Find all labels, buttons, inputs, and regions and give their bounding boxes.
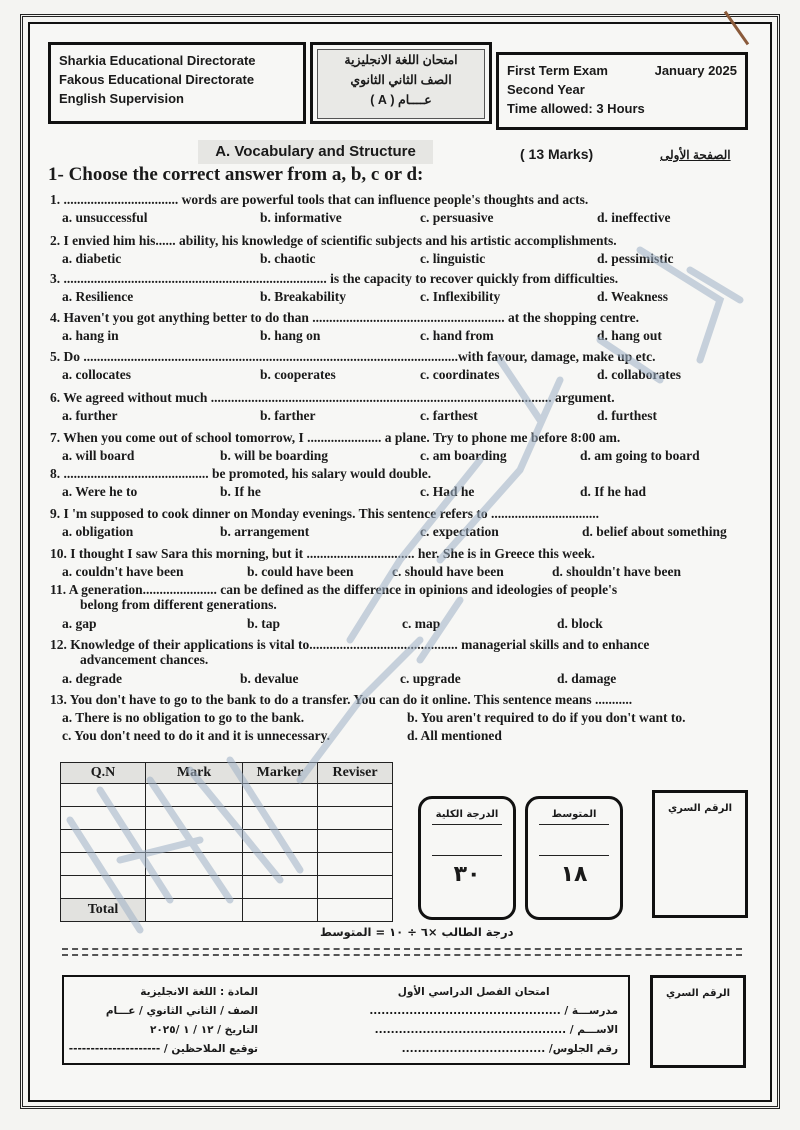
answer-option[interactable]: b. You aren't required to do if you don't want to. — [407, 710, 686, 725]
score-cell[interactable] — [243, 899, 318, 922]
question-stem: 2. I envied him his...... ability, his knowledge of scientific subjects and his artistic accomplishments. — [50, 233, 617, 248]
score-cell[interactable] — [61, 830, 146, 853]
answer-option[interactable]: a. obligation — [62, 524, 134, 539]
question-continuation: belong from different generations. — [80, 597, 277, 612]
question-stem: 9. I 'm supposed to cook dinner on Monday evenings. This sentence refers to ................................ — [50, 506, 600, 521]
score-cell[interactable] — [61, 876, 146, 899]
question-stem: 1. .................................. words are powerful tools that can influence people's thoughts and acts. — [50, 192, 589, 207]
name-field[interactable]: الاســـم / ................................................ — [374, 1024, 618, 1036]
slip-date: التاريخ / ١٢ / ١ /٢٠٢٥ — [149, 1024, 258, 1036]
question-stem: 11. A generation...................... can be defined as the difference in opinions and ideologies of people's — [50, 582, 618, 597]
answer-option[interactable]: a. diabetic — [62, 251, 122, 266]
answer-option[interactable]: b. tap — [247, 616, 281, 631]
page-label: الصفحة الأولى — [660, 148, 731, 162]
table-header: Q.N — [61, 763, 146, 784]
answer-option[interactable]: d. If he had — [580, 484, 647, 499]
answer-option[interactable]: c. map — [402, 616, 441, 631]
table-row — [61, 807, 393, 830]
score-cell[interactable] — [318, 807, 393, 830]
table-row — [61, 853, 393, 876]
exam-date: January 2025 — [654, 63, 737, 78]
arabic-title-line: عــــام ( A ) — [370, 93, 432, 107]
arabic-title-line: امتحان اللغة الانجليزية — [344, 53, 458, 67]
slip-secret-number-label: الرقم السري — [665, 988, 731, 999]
score-cell[interactable] — [146, 876, 243, 899]
answer-option[interactable]: a. further — [62, 408, 118, 423]
answer-option[interactable]: c. persuasive — [420, 210, 494, 225]
answer-option[interactable]: d. shouldn't have been — [552, 564, 682, 579]
answer-option[interactable]: d. pessimistic — [597, 251, 674, 266]
answer-option[interactable]: b. If he — [220, 484, 261, 499]
answer-option[interactable]: c. hand from — [420, 328, 494, 343]
answer-option[interactable]: d. hang out — [597, 328, 662, 343]
question-stem: 13. You don't have to go to the bank to do a transfer. You can do it online. This sentence means ........... — [50, 692, 633, 707]
answer-option[interactable]: c. coordinates — [420, 367, 500, 382]
seat-number-field[interactable]: رقم الجلوس/ .................................... — [401, 1043, 618, 1055]
score-cell[interactable] — [61, 784, 146, 807]
question-stem: 8. ........................................... be promoted, his salary would double. — [50, 466, 432, 481]
directorate-line: Fakous Educational Directorate — [59, 72, 255, 87]
arabic-title-line: الصف الثاني الثانوي — [350, 73, 452, 87]
slip-exam-title: امتحان الفصل الدراسي الأول — [397, 986, 550, 998]
question-stem: 4. Haven't you got anything better to do than ......................................................... at the shopping centre. — [50, 310, 640, 325]
answer-option[interactable]: b. chaotic — [260, 251, 316, 266]
answer-option[interactable]: b. cooperates — [260, 367, 336, 382]
average-score-value: ١٨ — [560, 862, 588, 887]
table-total-row — [61, 899, 393, 922]
answer-option[interactable]: d. ineffective — [597, 210, 671, 225]
secret-number-box[interactable] — [652, 790, 748, 918]
score-table — [60, 762, 393, 922]
question-stem: 12. Knowledge of their applications is vital to............................................ managerial skills and to enhance — [50, 637, 650, 652]
answer-option[interactable]: b. will be boarding — [220, 448, 329, 463]
answer-option[interactable]: d. Weakness — [597, 289, 669, 304]
exam-time: Time allowed: 3 Hours — [507, 101, 645, 116]
answer-option[interactable]: c. linguistic — [420, 251, 486, 266]
answer-option[interactable]: a. will board — [62, 448, 135, 463]
average-formula: درجة الطالب ×٦ ÷ ١٠ = المتوسط — [320, 925, 514, 939]
score-cell[interactable] — [318, 853, 393, 876]
answer-option[interactable]: b. farther — [260, 408, 316, 423]
secret-number-label: الرقم السري — [667, 803, 733, 814]
answer-option[interactable]: d. damage — [557, 671, 617, 686]
average-score-box — [525, 796, 623, 920]
score-cell[interactable] — [146, 899, 243, 922]
school-field[interactable]: مدرســـة / ................................................ — [369, 1005, 618, 1017]
score-cell[interactable] — [243, 876, 318, 899]
answer-option[interactable]: a. Resilience — [62, 289, 134, 304]
section-marks: ( 13 Marks) — [520, 146, 594, 162]
score-cell[interactable] — [243, 830, 318, 853]
answer-option[interactable]: d. block — [557, 616, 603, 631]
answer-option[interactable]: d. All mentioned — [407, 728, 502, 743]
question-continuation: advancement chances. — [80, 652, 209, 667]
answer-option[interactable]: a. collocates — [62, 367, 131, 382]
score-cell[interactable] — [146, 784, 243, 807]
answer-option[interactable]: a. unsuccessful — [62, 210, 148, 225]
answer-option[interactable]: d. belief about something — [582, 524, 727, 539]
answer-option[interactable]: b. informative — [260, 210, 342, 225]
table-row — [61, 784, 393, 807]
score-cell[interactable] — [146, 807, 243, 830]
table-row — [61, 876, 393, 899]
answer-option[interactable]: a. There is no obligation to go to the bank. — [62, 710, 305, 725]
score-cell[interactable] — [318, 830, 393, 853]
table-header: Mark — [146, 763, 243, 784]
question-stem: 7. When you come out of school tomorrow, I ...................... a plane. Try to phone me before 8:00 am. — [50, 430, 621, 445]
cut-line-divider — [62, 948, 742, 956]
answer-option[interactable]: c. upgrade — [400, 671, 461, 686]
invigilator-signature-field[interactable]: توقيع الملاحظين / --------------------- — [68, 1043, 258, 1055]
score-cell[interactable] — [318, 876, 393, 899]
answer-option[interactable]: c. am boarding — [420, 448, 507, 463]
answer-option[interactable]: c. Had he — [420, 484, 475, 499]
section-title: A. Vocabulary and Structure — [198, 140, 433, 164]
answer-option[interactable]: a. Were he to — [62, 484, 138, 499]
average-score-label: المتوسط — [551, 809, 597, 820]
score-cell[interactable] — [243, 784, 318, 807]
slip-grade: الصف / الثاني الثانوي / عـــام — [105, 1005, 258, 1017]
score-cell[interactable] — [243, 853, 318, 876]
score-cell[interactable] — [243, 807, 318, 830]
score-cell[interactable] — [318, 899, 393, 922]
answer-option[interactable]: a. couldn't have been — [62, 564, 184, 579]
score-cell[interactable] — [61, 853, 146, 876]
answer-option[interactable]: d. collaborates — [597, 367, 681, 382]
answer-option[interactable]: c. expectation — [420, 524, 499, 539]
answer-option[interactable]: b. arrangement — [220, 524, 310, 539]
directorate-box — [48, 42, 306, 124]
table-header: Marker — [243, 763, 318, 784]
exam-info-box — [496, 52, 748, 130]
student-info-slip — [62, 975, 630, 1065]
exam-name: First Term Exam — [507, 63, 608, 78]
answer-option[interactable]: a. gap — [62, 616, 97, 631]
answer-option[interactable]: c. You don't need to do it and it is unnecessary. — [62, 728, 331, 743]
answer-option[interactable]: c. should have been — [392, 564, 504, 579]
exam-year: Second Year — [507, 82, 585, 97]
score-cell[interactable] — [61, 807, 146, 830]
score-cell[interactable] — [146, 830, 243, 853]
answer-option[interactable]: c. Inflexibility — [420, 289, 501, 304]
total-label: Total — [61, 899, 146, 922]
answer-option[interactable]: b. hang on — [260, 328, 321, 343]
answer-option[interactable]: a. degrade — [62, 671, 122, 686]
answer-option[interactable]: b. Breakability — [260, 289, 347, 304]
question-stem: 6. We agreed without much ..................................................................................................... argument. — [50, 390, 615, 405]
question-stem: 10. I thought I saw Sara this morning, but it ................................ her. She is in Greece this week. — [50, 546, 595, 561]
answer-option[interactable]: b. devalue — [240, 671, 299, 686]
score-cell[interactable] — [146, 853, 243, 876]
question-stem: 5. Do ...............................................................................................................with favour, damage, make up etc. — [50, 349, 656, 364]
answer-option[interactable]: d. furthest — [597, 408, 657, 423]
instruction: 1- Choose the correct answer from a, b, c or d: — [48, 164, 424, 185]
slip-subject: المادة : اللغة الانجليزية — [140, 986, 258, 998]
question-stem: 3. .............................................................................. is the capacity to recover quickly from difficulties. — [50, 271, 619, 286]
score-cell[interactable] — [318, 784, 393, 807]
arabic-title-box — [310, 42, 492, 124]
answer-option[interactable]: c. farthest — [420, 408, 478, 423]
directorate-line: English Supervision — [59, 91, 184, 106]
total-score-value: ٣٠ — [453, 862, 481, 887]
table-header: Reviser — [318, 763, 393, 784]
total-score-box — [418, 796, 516, 920]
total-score-label: الدرجة الكلية — [435, 809, 499, 820]
answer-option[interactable]: a. hang in — [62, 328, 119, 343]
slip-secret-number-box[interactable] — [650, 975, 746, 1068]
answer-option[interactable]: d. am going to board — [580, 448, 700, 463]
answer-option[interactable]: b. could have been — [247, 564, 354, 579]
table-row — [61, 830, 393, 853]
directorate-line: Sharkia Educational Directorate — [59, 53, 256, 68]
